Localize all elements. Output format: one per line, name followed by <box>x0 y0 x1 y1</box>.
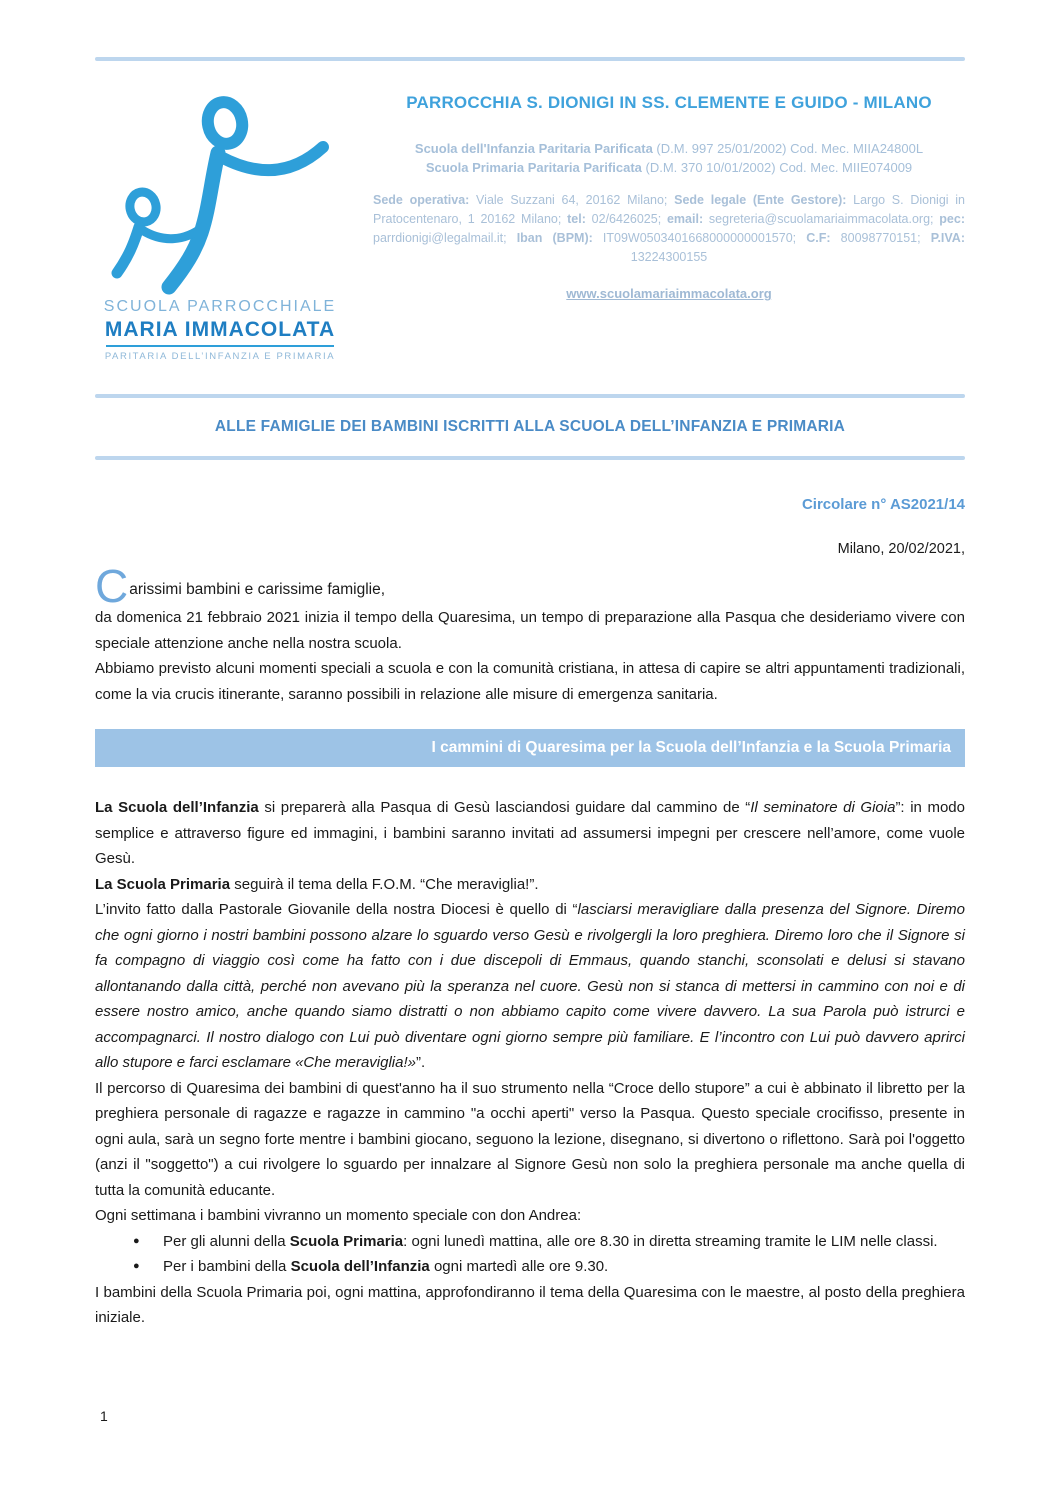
pec-label: pec: <box>939 212 965 226</box>
bullet1-bold: Scuola Primaria <box>289 1232 404 1250</box>
top-divider <box>95 57 965 61</box>
invito-quote: lasciarsi meravigliare dalla presenza del Signore. Diremo che ogni giorno i nostri bambini possono alzare lo sguardo verso Gesù e rivolgergli la loro preghiera. Diremo loro che il Signore si fa compagno di viaggio così come ha fatto con i due discepoli di Emmaus, quando stanchi, sconsolati e delusi si stavano allontanando dalla città, perché non avevano più la speranza nel cuore. Gesù non si stanca di mettersi in cammino con noi e di essere nostro amico, anche quando siamo distratti o non abbiamo capito come vivere davvero. La sua Parola può istrurci e accompagnarci. Il nostro dialogo con Lui può diventare ogni giorno sempre più familiare. E l’incontro con Lui può davvero aprirci allo stupore e farci esclamare «Che meraviglia!» <box>95 901 965 1071</box>
salutation-text: arissimi bambini e carissime famiglie, <box>129 581 386 598</box>
logo-underline <box>106 345 334 347</box>
iban-label: Iban (BPM): <box>516 231 593 245</box>
paragraph-closing: I bambini della Scuola Primaria poi, ogni mattina, approfondiranno il tema della Quaresima con le maestre, al posto della preghiera iniziale. <box>95 1283 965 1326</box>
sede-legale-label: Sede legale (Ente Gestore): <box>674 193 847 207</box>
tel-label: tel: <box>567 212 586 226</box>
invito-run-2: ”. <box>415 1054 426 1071</box>
bullet-item-infanzia <box>95 1254 965 1280</box>
dateline: Milano, 20/02/2021, <box>837 541 965 557</box>
logo-school-type: SCUOLA PARROCCHIALE <box>103 298 337 315</box>
paragraph-invito <box>95 897 965 1076</box>
website-link[interactable]: www.scuolamariaimmacolata.org <box>566 286 772 301</box>
website-row <box>373 285 965 303</box>
infanzia-accreditation-detail: (D.M. 997 25/01/2002) Cod. Mec. MIIA24800L <box>652 141 924 156</box>
parish-title: PARROCCHIA S. DIONIGI IN SS. CLEMENTE E GUIDO - MILANO <box>406 93 932 112</box>
bullet2-run-1: Per i bambini della <box>163 1258 291 1275</box>
piva-label: P.IVA: <box>930 231 965 245</box>
bullet-primaria-text <box>163 1229 965 1255</box>
school-logo <box>95 87 345 362</box>
primaria-accreditation-detail: (D.M. 370 10/01/2002) Cod. Mec. MIIE074009 <box>641 160 913 175</box>
primaria-run-1: seguirà il tema della F.O.M. “Che meraviglia!”. <box>230 875 539 893</box>
paragraph-intro-2: Abbiamo previsto alcuni momenti speciali a scuola e con la comunità cristiana, in attesa di capire se altri appuntamenti tradizionali, come la via crucis itinerante, saranno possibili in relazione alle misure di emergenza sanitaria. <box>95 660 965 703</box>
paragraph-settimana: Ogni settimana i bambini vivranno un momento speciale con don Andrea: <box>95 1207 582 1224</box>
two-leaping-figures-icon <box>105 91 335 296</box>
primaria-lead: La Scuola Primaria <box>95 875 231 893</box>
tel-value: 02/6426025; <box>585 212 667 226</box>
infanzia-run-1: si preparerà alla Pasqua di Gesù lasciandosi guidare dal cammino de “ <box>258 799 751 816</box>
logo-school-name: MARIA IMMACOLATA <box>104 318 336 341</box>
sede-operativa-label: Sede operativa: <box>373 193 470 207</box>
letterhead <box>95 87 965 362</box>
section-banner-text: I cammini di Quaresima per la Scuola dell’Infanzia e la Scuola Primaria <box>431 739 951 756</box>
schedule-bullet-list <box>95 1229 965 1280</box>
piva-value: 13224300155 <box>630 250 708 264</box>
letterhead-info <box>345 87 965 362</box>
infanzia-quote-title: Il seminatore di Gioia <box>750 799 896 816</box>
invito-run-1: L’invito fatto dalla Pastorale Giovanile della nostra Diocesi è quello di “ <box>95 901 578 918</box>
bullet2-bold: Scuola dell’Infanzia <box>290 1258 430 1275</box>
section-banner <box>95 729 965 767</box>
drop-cap: C <box>95 560 129 612</box>
circular-number: Circolare n° AS2021/14 <box>801 496 965 513</box>
infanzia-accreditation-label: Scuola dell'Infanzia Paritaria Parificata <box>414 141 653 156</box>
title-divider-bottom <box>95 456 965 460</box>
bullet-item-primaria <box>95 1229 965 1255</box>
sede-operativa-value: Viale Suzzani 64, 20162 Milano; <box>469 193 675 207</box>
contact-block <box>373 191 965 267</box>
pec-value: parrdionigi@legalmail.it; <box>373 231 517 245</box>
logo-subtitle: PARITARIA DELL’INFANZIA E PRIMARIA <box>104 351 336 362</box>
document-title: ALLE FAMIGLIE DEI BAMBINI ISCRITTI ALLA SCUOLA DELL’INFANZIA E PRIMARIA <box>214 418 846 435</box>
sede-legale-value: Largo S. Dionigi in Pratocentenaro, 1 20162 Milano; <box>373 193 965 226</box>
bullet-icon: ● <box>133 1260 140 1272</box>
infanzia-lead: La Scuola dell’Infanzia <box>95 799 259 816</box>
cf-value: 80098770151; <box>830 231 931 245</box>
iban-value: IT09W0503401668000000001570; <box>592 231 807 245</box>
bullet-icon: ● <box>133 1234 140 1247</box>
paragraph-intro-1: da domenica 21 febbraio 2021 inizia il tempo della Quaresima, un tempo di preparazione alla Pasqua che desideriamo vivere con speciale attenzione anche nella nostra scuola. <box>95 609 965 652</box>
salutation <box>95 560 965 612</box>
page-number: 1 <box>100 1408 108 1424</box>
bullet1-run-2: : ogni lunedì mattina, alle ore 8.30 in diretta streaming tramite le LIM nelle classi. <box>403 1232 938 1250</box>
title-divider-top <box>95 394 965 398</box>
paragraph-infanzia <box>95 795 965 872</box>
school-accreditation-lines <box>373 139 965 177</box>
email-value: segreteria@scuolamariaimmacolata.org; <box>703 212 940 226</box>
bullet1-run-1: Per gli alunni della <box>163 1232 290 1250</box>
paragraph-primaria <box>95 872 965 898</box>
primaria-accreditation-label: Scuola Primaria Paritaria Parificata <box>425 160 642 175</box>
bullet2-run-2: ogni martedì alle ore 9.30. <box>429 1258 609 1275</box>
paragraph-percorso: Il percorso di Quaresima dei bambini di quest'anno ha il suo strumento nella “Croce dello stupore” a cui è abbinato il libretto per la preghiera personale di ragazze e ragazze in cammino "a occhi aperti" verso la Pasqua. Questo speciale crocifisso, presente in ogni aula, sarà un segno forte mentre i bambini giocano, seguono la lezione, disegnano, si divertono o riflettono. Sarà poi l'oggetto (anzi il "soggetto") a cui rivolgere lo sguardo per innalzare al Signore Gesù non solo la preghiera personale ma anche quella di tutta la comunità educante. <box>95 1079 965 1199</box>
cf-label: C.F: <box>806 231 831 245</box>
bullet-infanzia-text <box>163 1254 965 1280</box>
email-label: email: <box>666 212 704 226</box>
infanzia-run-2: ”: in modo semplice e attraverso figure ed immagini, i bambini saranno invitati ad assumersi impegni per crescere nell’amore, come vuole Gesù. <box>95 799 965 867</box>
